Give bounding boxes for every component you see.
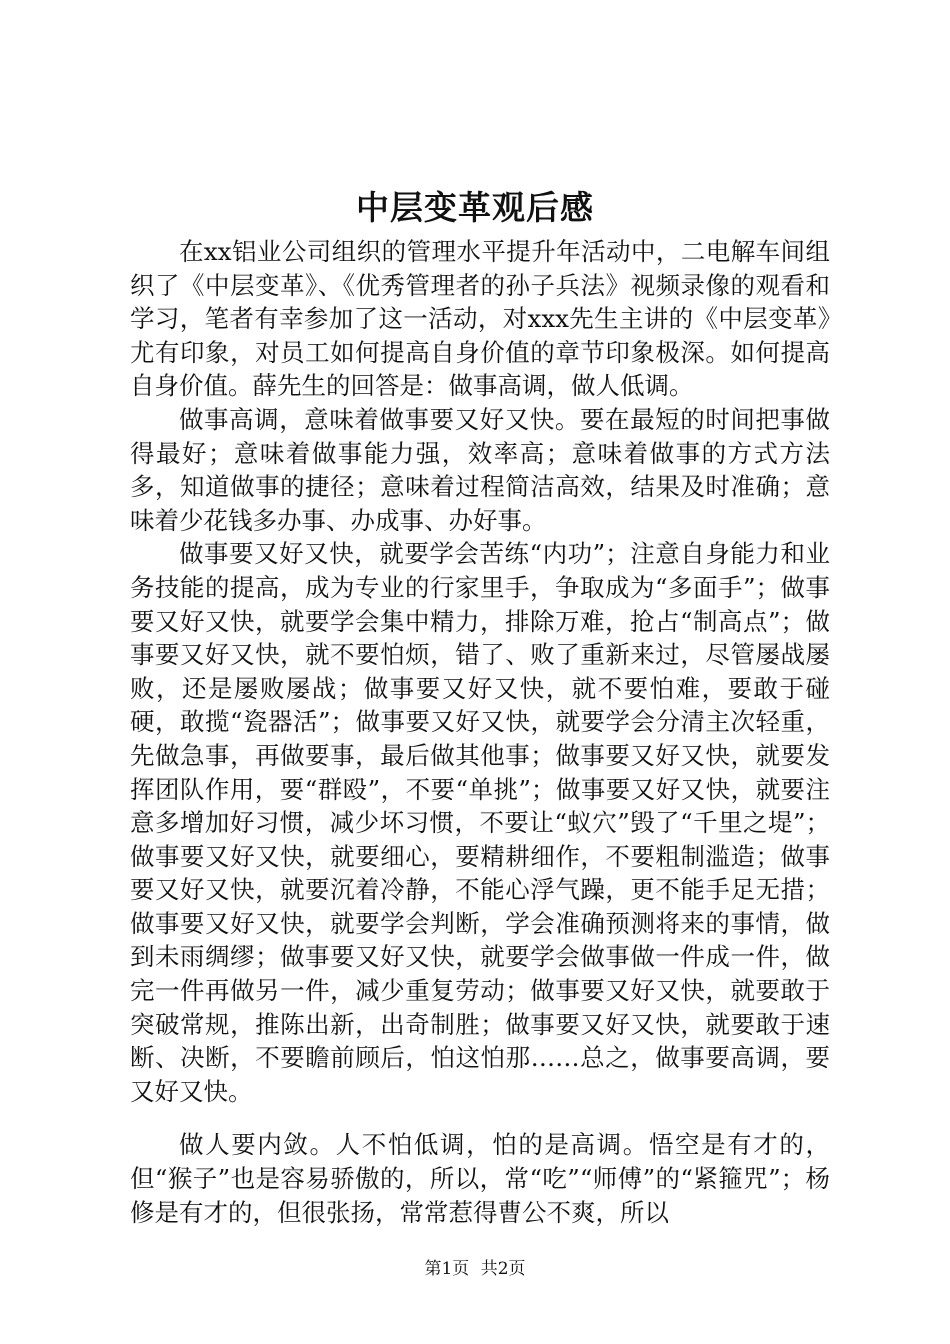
- document-body: [130, 235, 830, 1229]
- page-number-footer: 第1页 共2页: [424, 1259, 526, 1279]
- paragraph-2: 做事高调，意味着做事要又好又快。要在最短的时间把事做得最好；意味着做事能力强，效率高；意味着做事的方式方法多，知道做事的捷径；意味着过程简洁高效，结果及时准确；意味着少花钱多办事、办成事、办好事。: [130, 404, 830, 535]
- paragraph-4: 做人要内敛。人不怕低调，怕的是高调。悟空是有才的，但“猴子”也是容易骄傲的，所以，常“吃”“师傅”的“紧箍咒”；杨修是有才的，但很张扬，常常惹得曹公不爽，所以: [130, 1130, 830, 1227]
- paragraph-3: 做事要又好又快，就要学会苦练“内功”；注意自身能力和业务技能的提高，成为专业的行家里手，争取成为“多面手”；做事要又好又快，就要学会集中精力，排除万难，抢占“制高点”；做事要又好又快，就不要怕烦，错了、败了重新来过，尽管屡战屡败，还是屡败屡战；做事要又好又快，就不要怕难，要敢于碰硬，敢揽“瓷器活”；做事要又好又快，就要学会分清主次轻重，先做急事，再做要事，最后做其他事；做事要又好又快，就要发挥团队作用，要“群殴”，不要“单挑”；做事要又好又快，就要注意多增加好习惯，减少坏习惯，不要让“蚁穴”毁了“千里之堤”；做事要又好又快，就要细心，要精耕细作，不要粗制滥造；做事要又好又快，就要沉着冷静，不能心浮气躁，更不能手足无措；做事要又好又快，就要学会判断，学会准确预测将来的事情，做到未雨绸缪；做事要又好又快，就要学会做事做一件成一件，做完一件再做另一件，减少重复劳动；做事要又好又快，就要敢于突破常规，推陈出新，出奇制胜；做事要又好又快，就要敢于速断、决断，不要瞻前顾后，怕这怕那……总之，做事要高调，要又好又快。: [130, 539, 830, 1106]
- paragraph-1: 在xx铝业公司组织的管理水平提升年活动中，二电解车间组织了《中层变革》、《优秀管理者的孙子兵法》视频录像的观看和学习，笔者有幸参加了这一活动，对xxx先生主讲的《中层变革》尤有印象，对员工如何提高自身价值的章节印象极深。如何提高自身价值。薛先生的回答是：做事高调，做人低调。: [130, 237, 830, 401]
- document-title: 中层变革观后感: [356, 188, 594, 227]
